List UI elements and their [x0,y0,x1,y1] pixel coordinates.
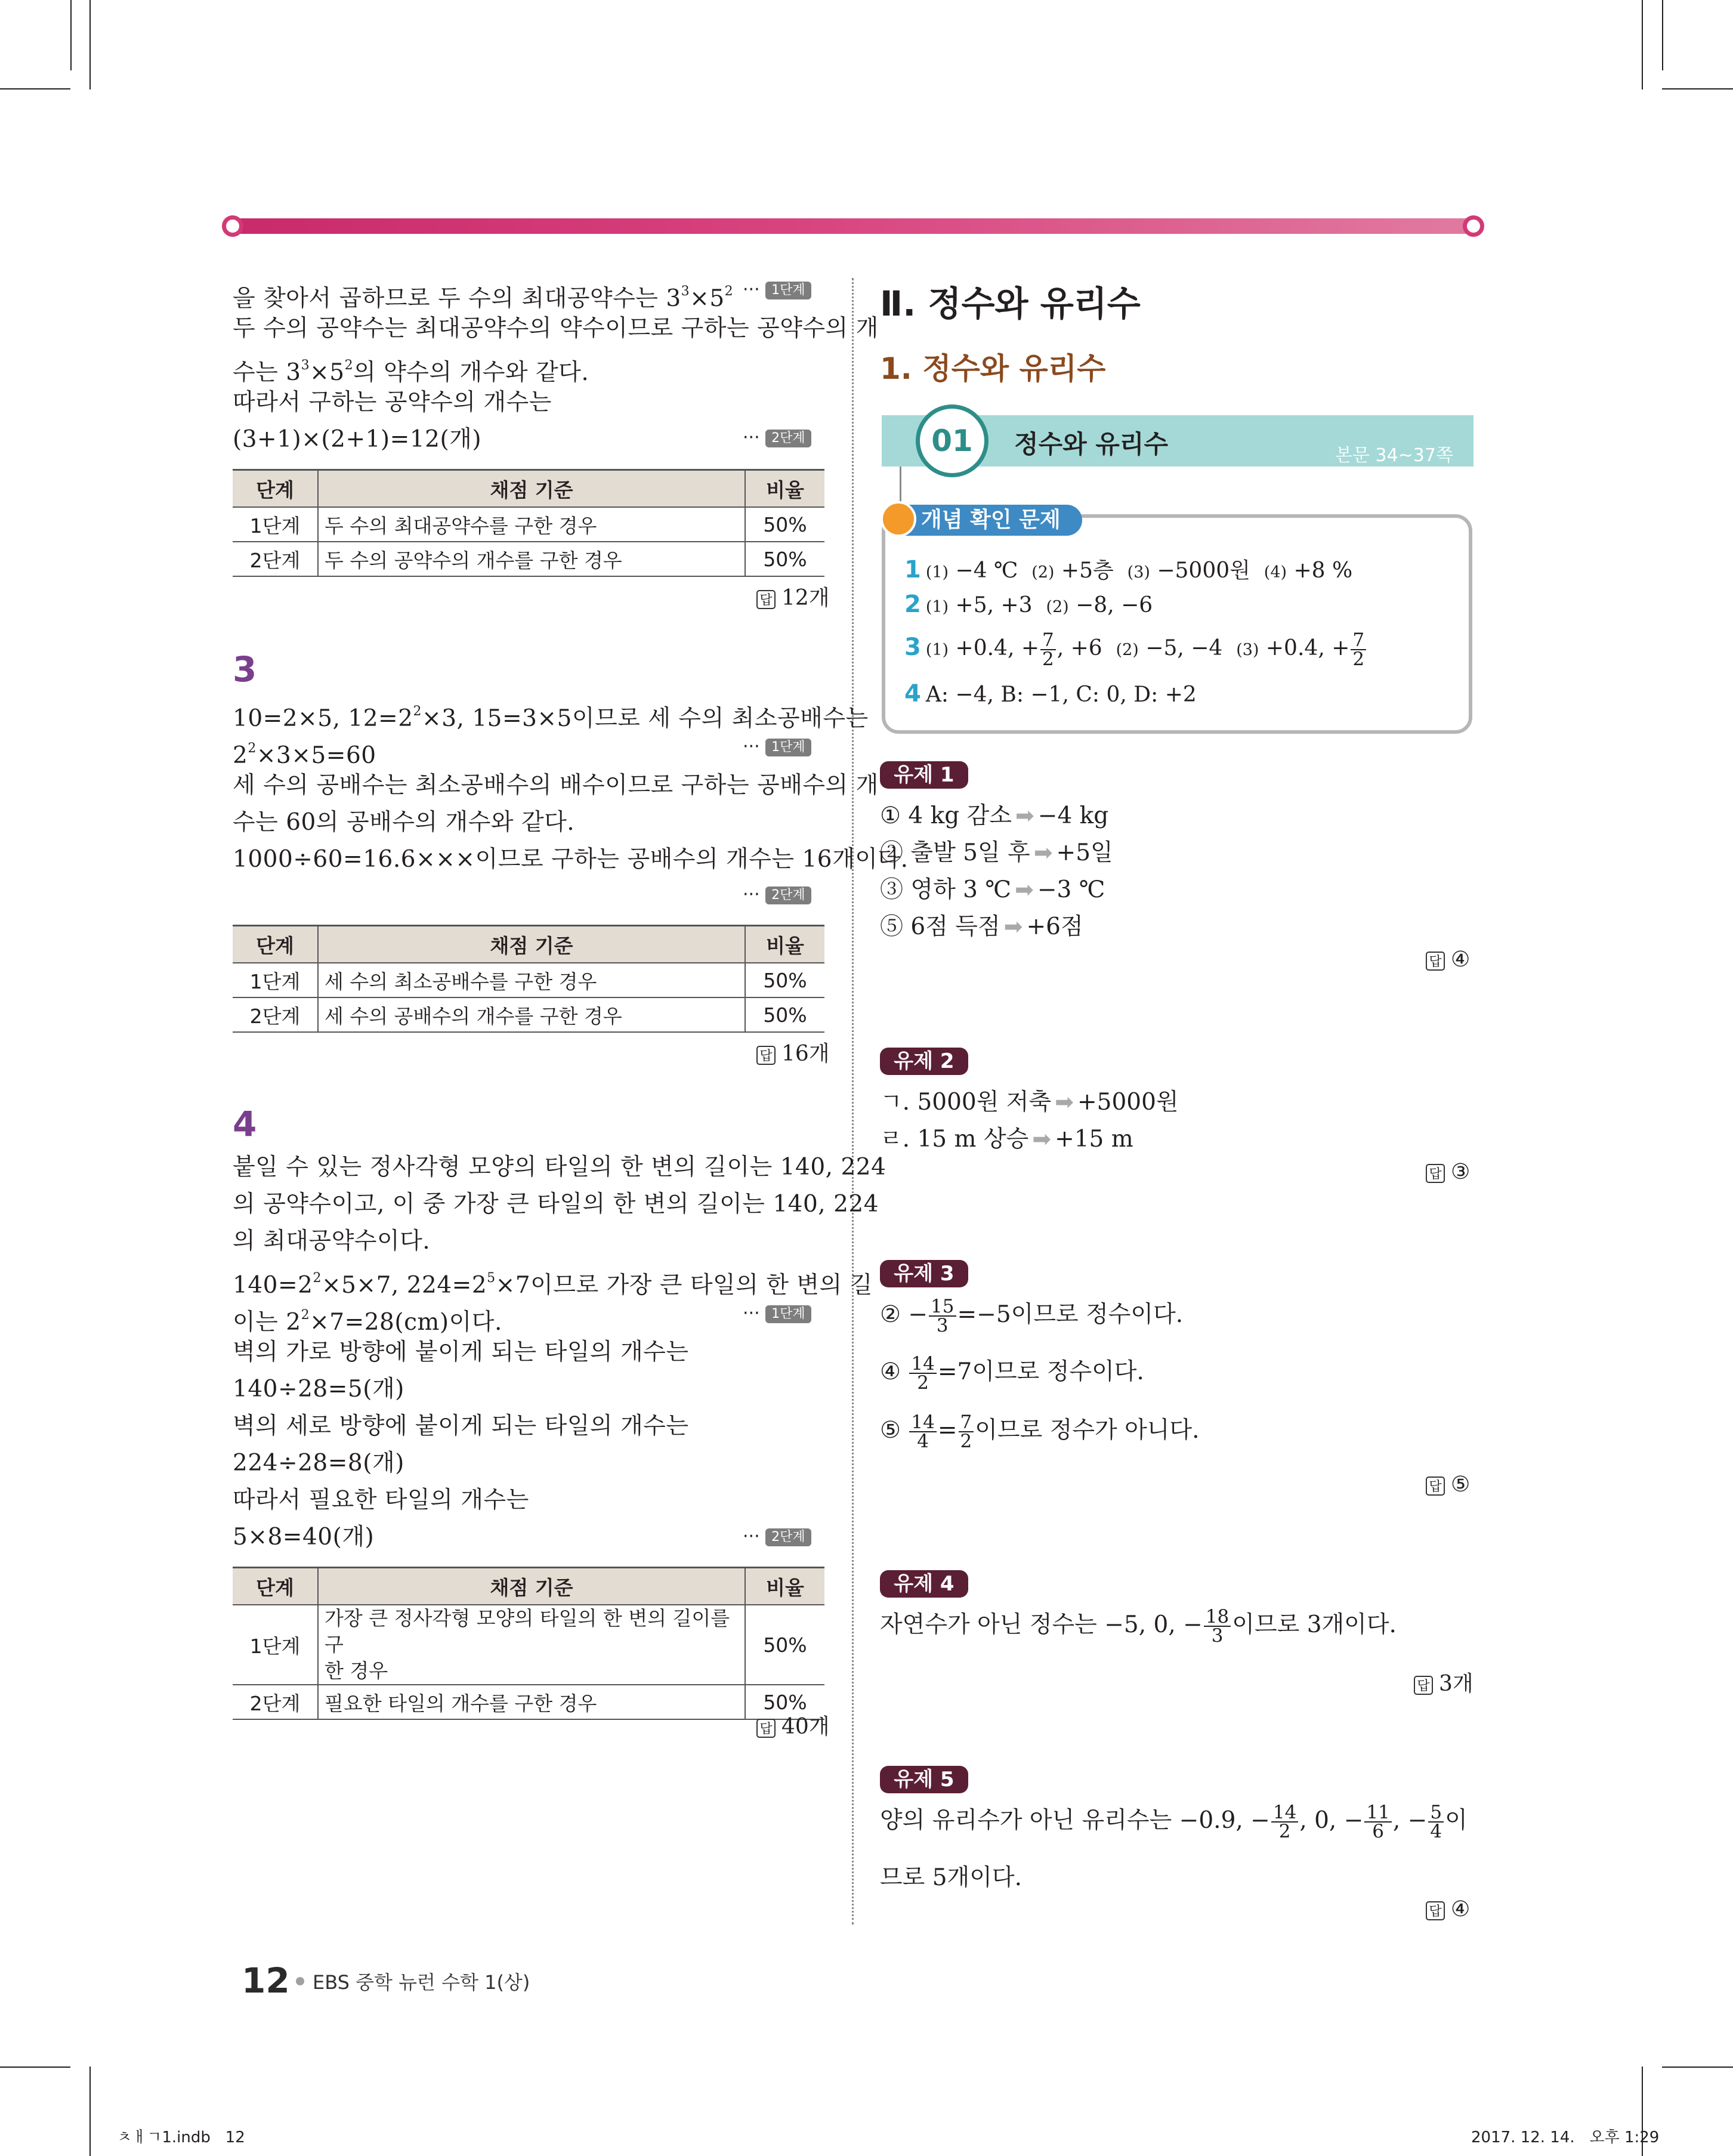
text-line: ③ 영하 3 ℃ ➡ −3 ℃ [880,876,1105,903]
print-timestamp: 2017. 12. 14. 오후 1:29 [1471,2129,1660,2146]
concept-label: 개념 확인 문제 [885,505,1082,536]
table-header: 채점 기준 [318,470,745,508]
text-line: 이는 $2^2\times 7=28(cm)$이다. [233,1308,502,1336]
arrow-icon: ➡ [1055,1089,1074,1115]
table-header: 채점 기준 [318,1568,745,1605]
table-header: 비율 [745,926,824,963]
crop-mark [0,2067,70,2068]
answer: 답 12개 [756,581,830,611]
concept-line: 2 (1) +5, +3 (2) −8, −6 [904,591,1153,618]
table-cell: 2단계 [233,997,318,1032]
text-line: ② − $\frac{15}{3}$ =−5이므로 정수이다. [880,1296,1184,1336]
crop-mark [0,88,70,89]
crop-mark [1642,0,1643,89]
step-marker: ··· 1단계 [743,1303,811,1324]
text-line: ④ $\frac{14}{2}$ =7이므로 정수이다. [880,1353,1144,1394]
chapter-title: Ⅱ. 정수와 유리수 [880,283,1141,324]
answer: 답 40개 [756,1710,830,1740]
crop-mark [70,0,72,70]
table-cell: 50% [745,1685,824,1719]
question-number: 4 [233,1104,257,1144]
lamp-cord [900,467,901,504]
text-line: 벽의 가로 방향에 붙이게 되는 타일의 개수는 [233,1339,689,1366]
table-cell: 50% [745,1605,824,1685]
header-rule-knob [1463,215,1484,237]
table-cell: 50% [745,963,824,997]
text-line: (3+1)×(2+1)=12(개) [233,426,482,453]
table-header: 단계 [233,470,318,508]
example-label: 유제 3 [880,1260,968,1287]
column-divider [852,278,854,1925]
arrow-icon: ➡ [1032,1126,1052,1152]
text-line: ⑤ 6점 득점 ➡ +6점 [880,913,1083,940]
table-header: 비율 [745,470,824,508]
table-header: 채점 기준 [318,926,745,963]
header-rule-knob [222,215,243,237]
table-cell: 가장 큰 정사각형 모양의 타일의 한 변의 길이를 구 한 경우 [318,1605,745,1685]
concept-line: 4 A: −4, B: −1, C: 0, D: +2 [904,680,1197,708]
example-label: 유제 4 [880,1570,968,1598]
text-line: 자연수가 아닌 정수는 −5, 0, − $\frac{18}{3}$ 이므로 3개이다. [880,1606,1397,1647]
crop-mark [89,0,91,89]
step-marker: ··· 2단계 [743,1526,811,1547]
concept-line: 1 (1) −4 ℃ (2) +5층 (3) −5000원 (4) +8 % [904,556,1353,583]
table-cell: 1단계 [233,507,318,542]
text-line: 양의 유리수가 아닌 유리수는 −0.9, − $\frac{14}{2}$ , 0, − $\frac{11}{6}$ , − $\frac{5}{4}$ 이 [880,1802,1468,1842]
question-number: 3 [233,649,257,690]
answer: 답 ⑤ [1426,1472,1470,1497]
text-line: 따라서 필요한 타일의 개수는 [233,1487,529,1513]
table-cell: 50% [745,542,824,576]
text-line: ㄹ. 15 m 상승 ➡ +15 m [880,1126,1133,1153]
step-marker: ··· 2단계 [743,427,811,448]
text-line: 수는 $3^3\times 5^2$의 약수의 개수와 같다. [233,358,589,386]
table-cell: 두 수의 최대공약수를 구한 경우 [318,507,745,542]
scoring-table [233,1567,824,1720]
text-line: 10=2×5, $12=2^2\times 3$, 15=3×5이므로 세 수의 최소공배수는 [233,704,869,732]
unit-title: 정수와 유리수 [1014,430,1169,459]
text-line: 므로 5개이다. [880,1864,1022,1891]
answer: 답 ④ [1426,947,1470,972]
answer: 답 16개 [756,1037,830,1067]
page-number: 12 [242,1960,290,2001]
text-line: 의 공약수이고, 이 중 가장 큰 타일의 한 변의 길이는 140, 224 [233,1191,879,1218]
text-line: ① 4 kg 감소 ➡ −4 kg [880,802,1109,829]
table-cell: 필요한 타일의 개수를 구한 경우 [318,1685,745,1719]
arrow-icon: ➡ [1014,876,1034,903]
table-cell: 세 수의 최소공배수를 구한 경우 [318,963,745,997]
unit-number-badge: 01 [916,404,988,477]
table-cell: 두 수의 공약수의 개수를 구한 경우 [318,542,745,576]
step-marker: ··· 1단계 [743,736,811,757]
table-cell: 2단계 [233,1685,318,1719]
crop-mark [1662,2067,1733,2068]
crop-mark [1662,0,1663,70]
example-label: 유제 2 [880,1048,968,1075]
table-header: 단계 [233,926,318,963]
table-cell: 1단계 [233,963,318,997]
answer: 답 ④ [1426,1897,1470,1922]
text-line: ㄱ. 5000원 저축 ➡ +5000원 [880,1089,1179,1116]
table-header: 비율 [745,1568,824,1605]
text-line: 224÷28=8(개) [233,1450,404,1477]
lightbulb-icon [881,501,916,537]
step-marker: ··· 1단계 [743,279,811,300]
concept-line: 3 (1) +0.4, + $\frac{7}{2}$ , +6 (2) −5, −4 (3) +0.4, + $\frac{7}{2}$ [904,631,1367,668]
crop-mark [89,2067,91,2156]
scoring-table [233,469,824,577]
unit-pages: 본문 34~37쪽 [1335,445,1453,466]
text-line: 세 수의 공배수는 최소공배수의 배수이므로 구하는 공배수의 개 [233,772,879,799]
answer: 답 3개 [1414,1667,1473,1697]
arrow-icon: ➡ [1033,839,1053,866]
table-cell: 1단계 [233,1605,318,1685]
file-name: ㅊㅐㄱ1.indb 12 [117,2129,245,2146]
answer: 답 ③ [1426,1160,1470,1184]
text-line: $140=2^2\times 5\times 7$, $224=2^5\times 7$이므로 가장 큰 타일의 한 변의 길 [233,1271,873,1299]
arrow-icon: ➡ [1015,802,1034,829]
text-line: 두 수의 공약수는 최대공약수의 약수이므로 구하는 공약수의 개 [233,315,879,342]
scoring-table [233,925,824,1033]
text-line: $2^2\times 3\times 5=60$ [233,741,376,769]
header-rule [233,218,1473,234]
example-label: 유제 5 [880,1766,968,1793]
table-cell: 50% [745,997,824,1032]
text-line: 붙일 수 있는 정사각형 모양의 타일의 한 변의 길이는 140, 224 [233,1154,886,1181]
step-marker: ··· 2단계 [743,884,811,905]
book-title: EBS 중학 뉴런 수학 1(상) [313,1971,530,1994]
text-line: 수는 60의 공배수의 개수와 같다. [233,809,575,836]
table-cell: 2단계 [233,542,318,576]
text-line: 5×8=40(개) [233,1524,375,1550]
section-title: 1. 정수와 유리수 [880,351,1106,386]
table-cell: 세 수의 공배수의 개수를 구한 경우 [318,997,745,1032]
table-cell: 50% [745,507,824,542]
text-line: ⑤ $\frac{14}{4}$ = $\frac{7}{2}$ 이므로 정수가 아니다. [880,1411,1200,1452]
example-label: 유제 1 [880,761,968,789]
text-line: ② 출발 5일 후 ➡ +5일 [880,839,1113,866]
text-line: 따라서 구하는 공약수의 개수는 [233,389,552,416]
footer-bullet [296,1977,304,1985]
text-line: 1000÷60=16.6×××이므로 구하는 공배수의 개수는 16개이다. [233,846,909,873]
crop-mark [1662,88,1733,89]
text-line: 140÷28=5(개) [233,1376,404,1403]
text-line: 의 최대공약수이다. [233,1228,431,1255]
arrow-icon: ➡ [1003,913,1023,940]
text-line: 을 찾아서 곱하므로 두 수의 최대공약수는 $3^3\times 5^2$ [233,284,734,312]
text-line: 벽의 세로 방향에 붙이게 되는 타일의 개수는 [233,1413,689,1440]
table-header: 단계 [233,1568,318,1605]
